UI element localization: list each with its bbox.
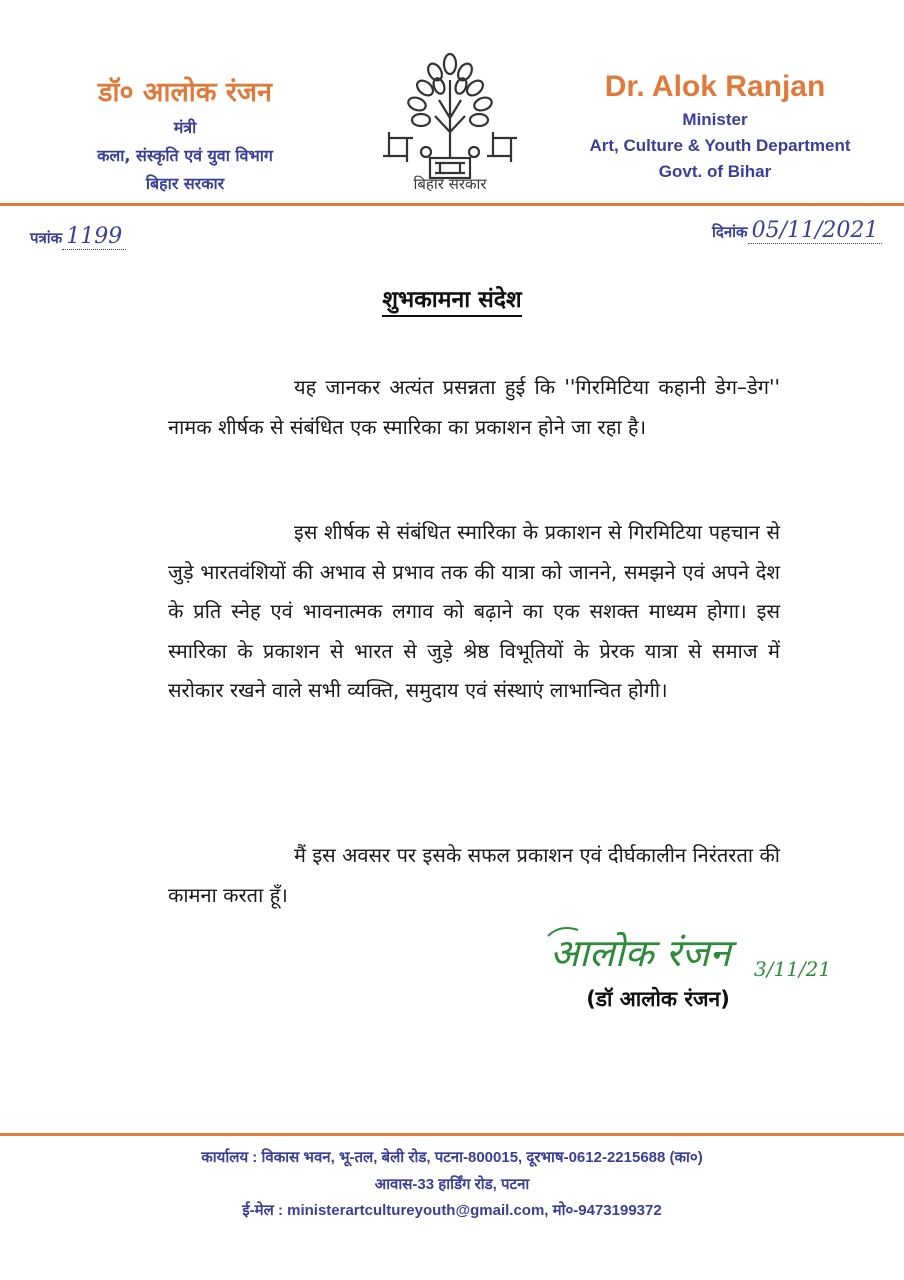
signer-printed-name: (डॉ आलोक रंजन) xyxy=(586,987,730,1011)
letterhead-hindi-government: बिहार सरकार xyxy=(145,174,225,193)
letter-heading-text: शुभकामना संदेश xyxy=(382,287,521,317)
reference-value: 1199 xyxy=(62,224,126,250)
letterhead-english-title: Minister xyxy=(682,110,748,129)
footer-contact: ई-मेल : ministerartcultureyouth@gmail.com, मो०-9473199372 xyxy=(242,1202,662,1219)
handwritten-signature xyxy=(540,918,840,988)
signature-name: आलोक रंजन xyxy=(550,931,731,975)
letterhead-hindi-title: मंत्री xyxy=(173,118,197,137)
date-label: दिनांक xyxy=(712,223,748,241)
letterhead-english-department: Art, Culture & Youth Department xyxy=(589,136,851,155)
date-value: 05/11/2021 xyxy=(748,218,883,244)
body-paragraph: यह जानकर अत्यंत प्रसन्नता हुई कि ''गिरमिटिया कहानी डेग–डेग'' नामक शीर्षक से संबंधित एक स्मारिका का प्रकाशन होने जा रहा है। xyxy=(168,375,780,439)
footer-office-address: कार्यालय : विकास भवन, भू-तल, बेली रोड, पटना-800015, दूरभाष-0612-2215688 (का०) xyxy=(201,1149,703,1166)
footer-residence-address: आवास-33 हार्डिंग रोड, पटना xyxy=(374,1176,530,1193)
header-divider xyxy=(0,203,904,206)
emblem-caption: बिहार सरकार xyxy=(413,175,487,193)
letterhead-english-name: Dr. Alok Ranjan xyxy=(604,70,826,103)
signature-date: 3/11/21 xyxy=(754,957,832,981)
reference-number xyxy=(30,224,126,249)
letter-heading xyxy=(0,282,904,314)
letterhead-english-government: Govt. of Bihar xyxy=(658,162,772,181)
footer-divider xyxy=(0,1133,904,1136)
reference-label: पत्रांक xyxy=(30,229,63,247)
letter-date xyxy=(712,218,882,243)
letterhead-hindi-department: कला, संस्कृति एवं युवा विभाग xyxy=(97,146,273,165)
letterhead-hindi-name: डॉ० आलोक रंजन xyxy=(98,77,272,108)
body-paragraph: इस शीर्षक से संबंधित स्मारिका के प्रकाशन से गिरमिटिया पहचान से जुड़े भारतवंशियों की अभाव से प्रभाव तक की यात्रा को जानने, समझने एवं अपने देश के प्रति स्नेह एवं भावनात्मक लगाव को बढ़ाने का एक सशक्त माध्यम होगा। इस स्मारिका के प्रकाशन से भारत से जुड़े श्रेष्ठ विभूतियों के प्रेरक यात्रा से समाज में सरोकार रखने वाले सभी व्यक्ति, समुदाय एवं संस्थाएं लाभान्वित होगी। xyxy=(168,520,780,702)
body-paragraph: मैं इस अवसर पर इसके सफल प्रकाशन एवं दीर्घकालीन निरंतरता की कामना करता हूँ। xyxy=(168,843,780,907)
